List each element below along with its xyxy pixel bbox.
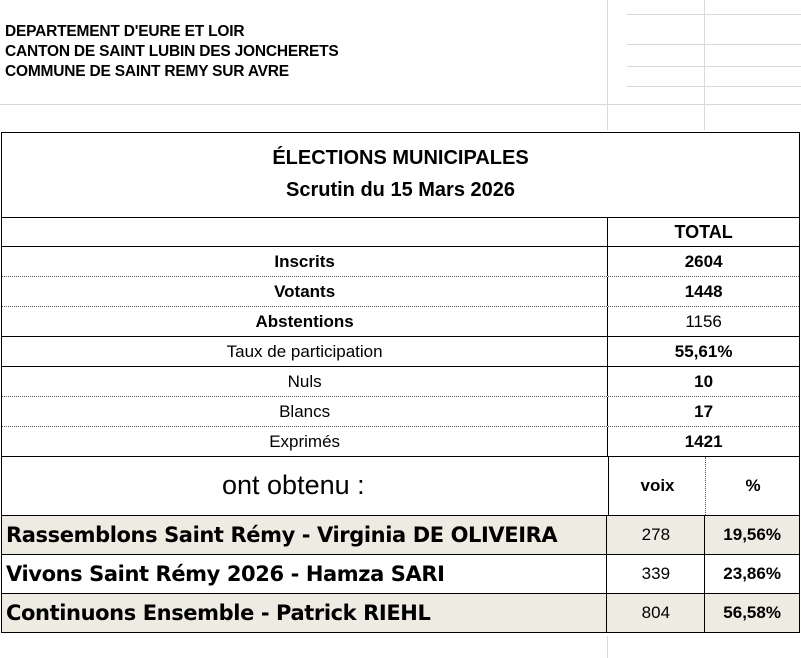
voix-header: voix xyxy=(608,457,706,515)
table-row xyxy=(2,397,799,427)
list-name: Rassemblons Saint Rémy - Virginia DE OLIVEIRA xyxy=(6,523,558,547)
table-header-empty xyxy=(2,218,607,246)
row-label: Nuls xyxy=(287,372,322,391)
sheet-gridline xyxy=(627,86,801,87)
pct-header: % xyxy=(705,457,800,515)
list-percent: 23,86% xyxy=(704,555,799,593)
header-canton: CANTON DE SAINT LUBIN DES JONCHERETS xyxy=(5,43,339,60)
table-row xyxy=(2,277,799,307)
sheet-gridline xyxy=(627,14,801,15)
list-voix: 278 xyxy=(606,516,704,554)
row-label: Taux de participation xyxy=(226,342,383,361)
election-title: ÉLECTIONS MUNICIPALES xyxy=(272,147,529,169)
result-row xyxy=(1,594,800,633)
title-box xyxy=(1,132,800,217)
sheet-gridline xyxy=(607,636,608,658)
row-label: Inscrits xyxy=(274,252,335,271)
results-header-row xyxy=(1,457,800,516)
row-label: Exprimés xyxy=(269,432,341,451)
result-row xyxy=(1,516,800,555)
row-value: 2604 xyxy=(607,247,799,276)
list-percent: 19,56% xyxy=(704,516,799,554)
sheet-gridline xyxy=(0,104,801,105)
result-row xyxy=(1,555,800,594)
list-voix: 339 xyxy=(606,555,704,593)
table-row xyxy=(2,337,799,367)
sheet-gridline xyxy=(627,66,801,67)
row-value: 55,61% xyxy=(607,337,799,366)
document-header xyxy=(5,22,339,82)
row-value: 1156 xyxy=(607,307,799,336)
table-row xyxy=(2,307,799,337)
list-name: Continuons Ensemble - Patrick RIEHL xyxy=(6,601,431,625)
list-name: Vivons Saint Rémy 2026 - Hamza SARI xyxy=(6,562,445,586)
row-label: Blancs xyxy=(279,402,331,421)
row-value: 10 xyxy=(607,367,799,396)
row-label: Votants xyxy=(274,282,336,301)
row-value: 17 xyxy=(607,397,799,426)
sheet-gridline xyxy=(627,44,801,45)
row-value: 1448 xyxy=(607,277,799,306)
table-row xyxy=(2,247,799,277)
row-value: 1421 xyxy=(607,427,799,456)
stats-table xyxy=(1,217,800,457)
results-heading: ont obtenu : xyxy=(222,470,365,500)
table-row xyxy=(2,367,799,397)
row-label: Abstentions xyxy=(255,312,354,331)
header-commune: COMMUNE DE SAINT REMY SUR AVRE xyxy=(5,63,289,80)
sheet-gridline xyxy=(704,0,705,130)
list-percent: 56,58% xyxy=(704,594,799,632)
table-row xyxy=(2,427,799,457)
total-header: TOTAL xyxy=(607,218,799,246)
list-voix: 804 xyxy=(606,594,704,632)
table-header-row xyxy=(2,217,799,247)
election-date: Scrutin du 15 Mars 2026 xyxy=(286,179,515,201)
sheet-gridline xyxy=(607,0,608,130)
header-department: DEPARTEMENT D'EURE ET LOIR xyxy=(5,23,245,40)
